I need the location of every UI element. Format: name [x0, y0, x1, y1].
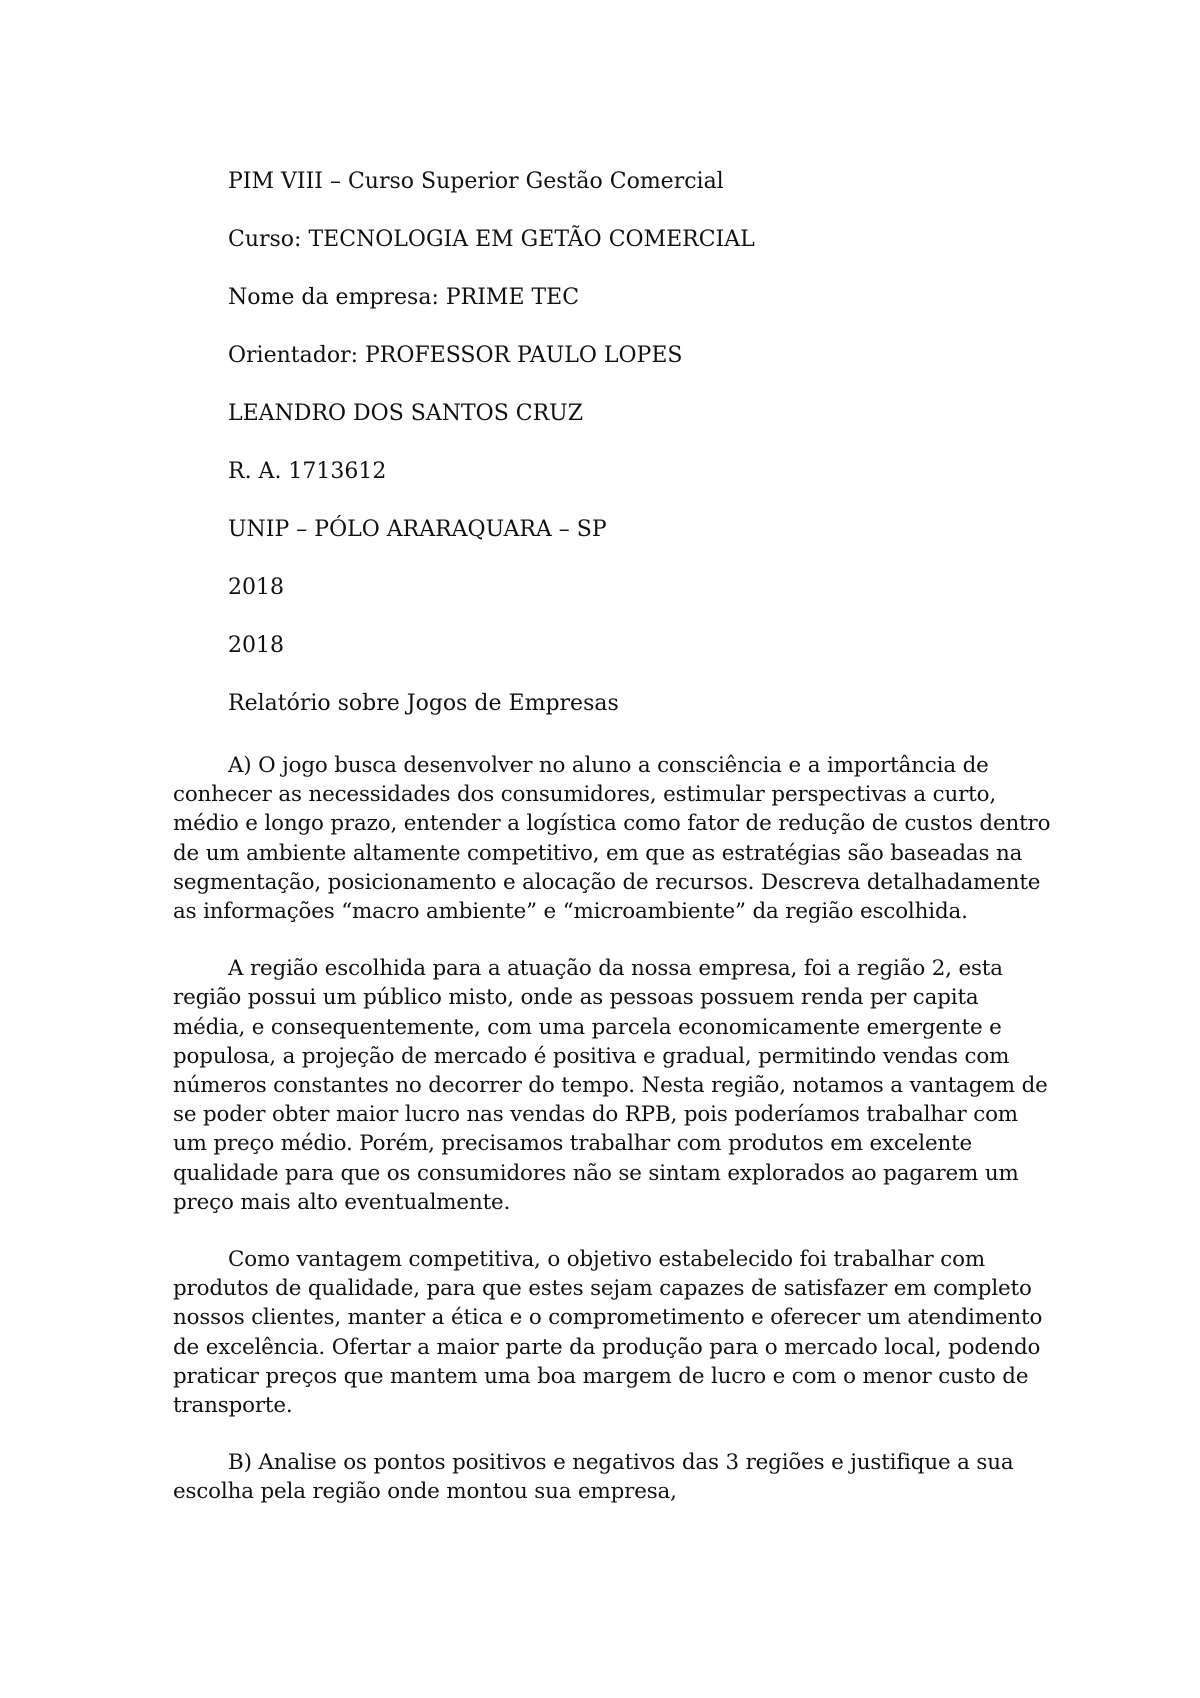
student-ra: R. A. 1713612: [228, 459, 387, 484]
paragraph-region-answer: A região escolhida para a atuação da nossa empresa, foi a região 2, esta região possui um público misto, onde as pessoas possuem renda per capita média, e consequentemente, com uma parcela economicamente emergente e populosa, a projeção de mercado é positiva e gradual, permitindo vendas com números constantes no decorrer do tempo. Nesta região, notamos a vantagem de se poder obter maior lucro nas vendas do RPB, pois poderíamos trabalhar com um preço médio. Porém, precisamos trabalhar com produtos em excelente qualidade para que os consumidores não se sintam explorados ao pagarem um preço mais alto eventualmente.: [173, 956, 1048, 1215]
cover-block: [228, 168, 1028, 748]
paragraph-question-a: A) O jogo busca desenvolver no aluno a consciência e a importância de conhecer as necessidades dos consumidores, estimular perspectivas a curto, médio e longo prazo, entender a logística como fator de redução de custos dentro de um ambiente altamente competitivo, em que as estratégias são baseadas na segmentação, posicionamento e alocação de recursos. Descreva detalhadamente as informações “macro ambiente” e “microambiente” da região escolhida.: [173, 753, 1051, 925]
paragraph-competitive-advantage: Como vantagem competitiva, o objetivo estabelecido foi trabalhar com produtos de qualidade, para que estes sejam capazes de satisfazer em completo nossos clientes, manter a ética e o comprometimento e oferecer um atendimento de excelência. Ofertar a maior parte da produção para o mercado local, podendo praticar preços que mantem uma boa margem de lucro e com o menor custo de transporte.: [173, 1247, 1043, 1419]
year-repeat: 2018: [228, 633, 284, 658]
report-body: [173, 751, 1053, 1507]
institution: UNIP – PÓLO ARARAQUARA – SP: [228, 517, 607, 542]
paragraph-question-b: B) Analise os pontos positivos e negativos das 3 regiões e justifique a sua escolha pela região onde montou sua empresa,: [173, 1450, 1014, 1505]
student-name: LEANDRO DOS SANTOS CRUZ: [228, 401, 583, 426]
year: 2018: [228, 575, 284, 600]
course-name: Curso: TECNOLOGIA EM GETÃO COMERCIAL: [228, 227, 755, 252]
company-name: Nome da empresa: PRIME TEC: [228, 285, 580, 310]
course-title: PIM VIII – Curso Superior Gestão Comercial: [228, 169, 724, 194]
advisor: Orientador: PROFESSOR PAULO LOPES: [228, 343, 683, 368]
report-title: Relatório sobre Jogos de Empresas: [228, 691, 619, 716]
